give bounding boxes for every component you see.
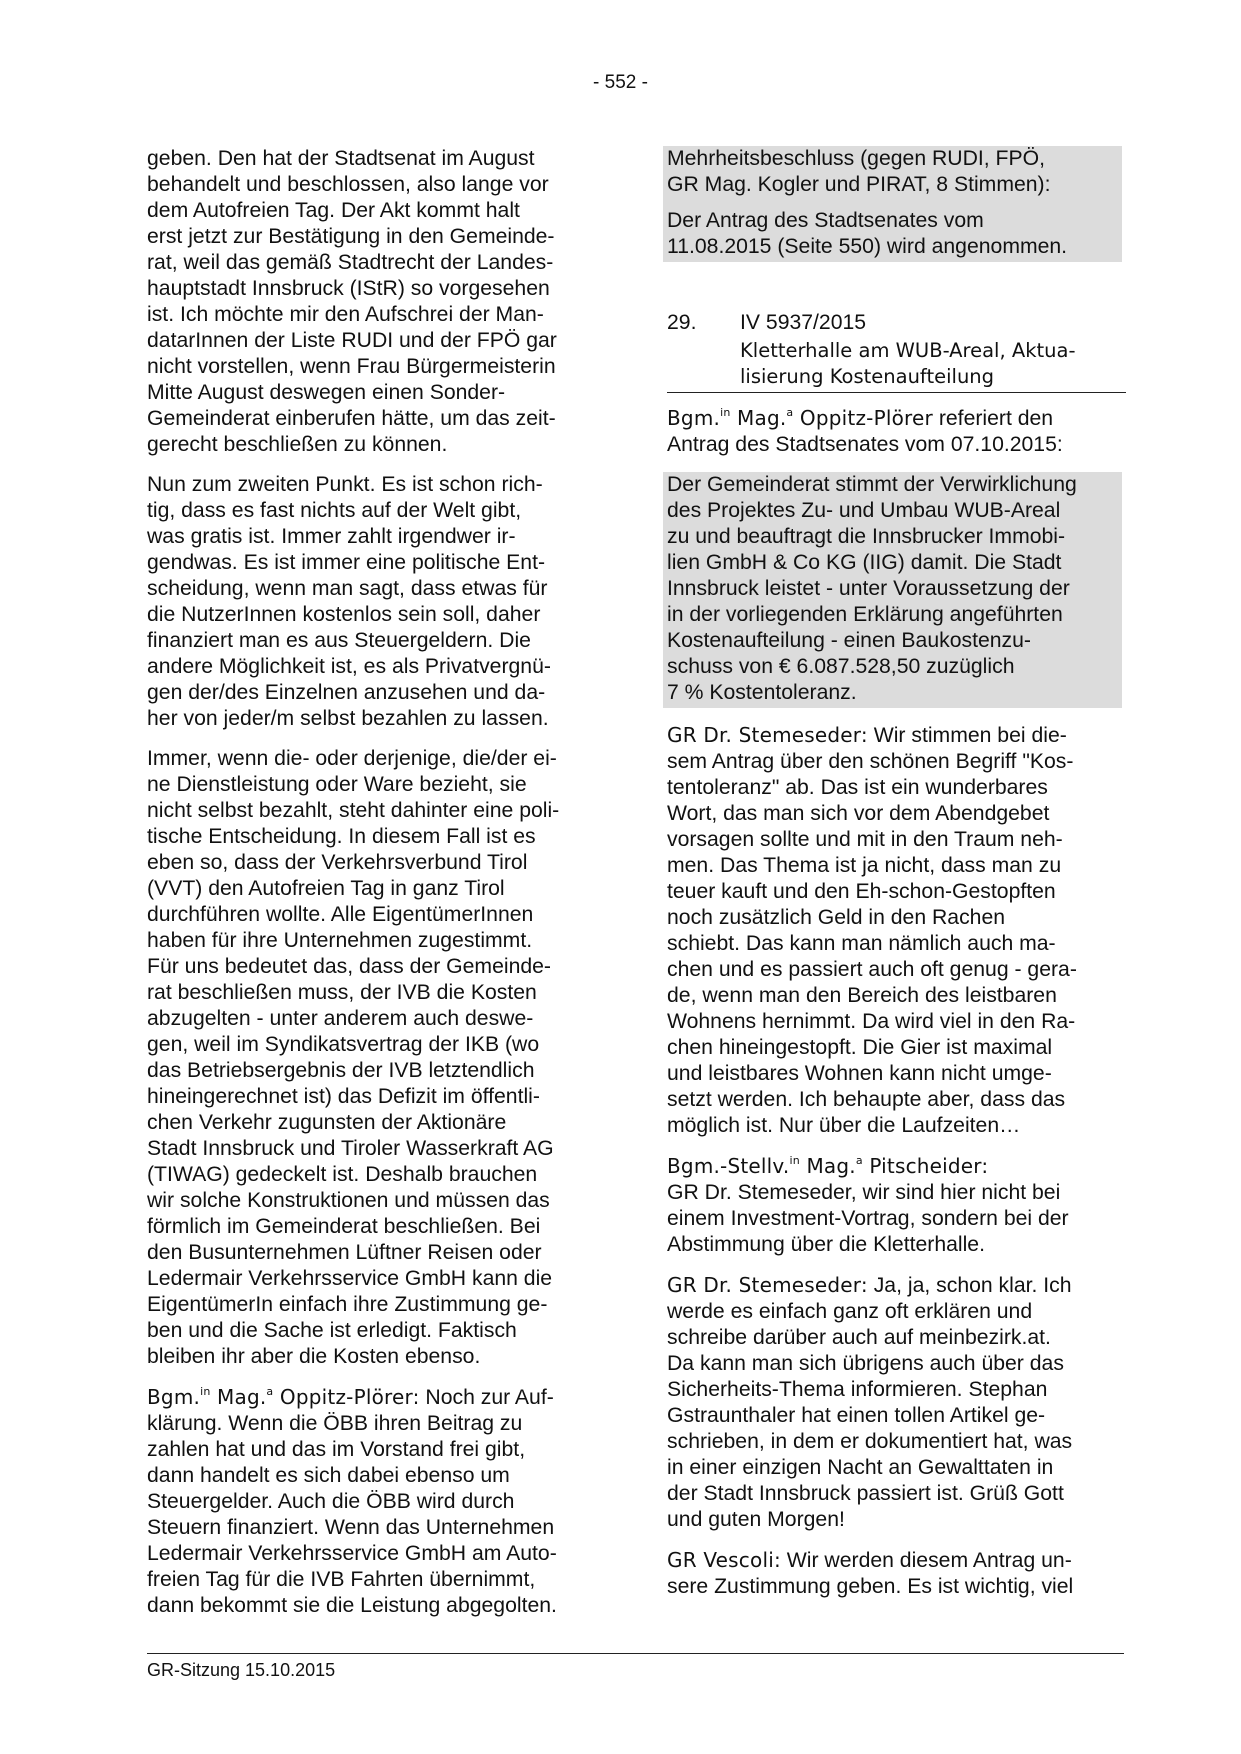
text-line: GR Dr. Stemeseder, wir sind hier nicht bei bbox=[667, 1181, 1061, 1204]
text-line: Kostenaufteilung - einen Baukostenzu- bbox=[667, 629, 1031, 652]
text-line: die NutzerInnen kostenlos sein soll, daher bbox=[147, 603, 541, 626]
agenda-item bbox=[667, 310, 1122, 393]
text-line: Abstimmung über die Kletterhalle. bbox=[667, 1233, 985, 1256]
text-line: GR Mag. Kogler und PIRAT, 8 Stimmen): bbox=[667, 173, 1051, 196]
text-line: GR Vescoli: Wir werden diesem Antrag un- bbox=[667, 1548, 1072, 1572]
text-line: ne Dienstleistung oder Ware bezieht, sie bbox=[147, 773, 527, 796]
text-line: rat, weil das gemäß Stadtrecht der Landes- bbox=[147, 251, 554, 274]
speaker-paragraph bbox=[667, 722, 1122, 1139]
footer-divider bbox=[147, 1653, 1124, 1654]
text-line: 7 % Kostentoleranz. bbox=[667, 681, 857, 704]
text-line: in einer einzigen Nacht an Gewalttaten in bbox=[667, 1456, 1054, 1479]
text-line: möglich ist. Nur über die Laufzeiten… bbox=[667, 1114, 1021, 1137]
text-line: (TIWAG) gedeckelt ist. Deshalb brauchen bbox=[147, 1163, 538, 1186]
text-line: Gemeinderat einberufen hätte, um das zeit- bbox=[147, 407, 556, 430]
text-line: Steuergelder. Auch die ÖBB wird durch bbox=[147, 1490, 515, 1513]
text-line: (VVT) den Autofreien Tag in ganz Tirol bbox=[147, 877, 505, 900]
text-line: EigentümerIn einfach ihre Zustimmung ge- bbox=[147, 1293, 548, 1316]
text-line: haben für ihre Unternehmen zugestimmt. bbox=[147, 929, 533, 952]
text-line: hineingerechnet ist) das Defizit im öffentli- bbox=[147, 1085, 540, 1108]
text-line: zahlen hat und das im Vorstand frei gibt, bbox=[147, 1438, 526, 1461]
resolution-box bbox=[663, 146, 1122, 262]
text-line: setzt werden. Ich behaupte aber, dass das bbox=[667, 1088, 1066, 1111]
text-line: Der Gemeinderat stimmt der Verwirklichung bbox=[667, 473, 1077, 496]
text-line: werde es einfach ganz oft erklären und bbox=[667, 1300, 1033, 1323]
left-column bbox=[147, 146, 597, 1633]
paragraph bbox=[147, 146, 597, 458]
text-line: tentoleranz" ab. Das ist ein wunderbares bbox=[667, 776, 1048, 799]
text-line: vorsagen sollte und mit in den Traum neh- bbox=[667, 828, 1063, 851]
speaker-name: Bgm.$^{in}$ Mag.$^a$ Oppitz-Plörer: bbox=[147, 1385, 420, 1409]
text-line: des Projektes Zu- und Umbau WUB-Areal bbox=[667, 499, 1061, 522]
resolution-result bbox=[667, 208, 1118, 260]
text-line: Steuern finanziert. Wenn das Unternehmen bbox=[147, 1516, 555, 1539]
text-line: schreibe darüber auch auf meinbezirk.at. bbox=[667, 1326, 1051, 1349]
text-line: Wort, das man sich vor dem Abendgebet bbox=[667, 802, 1050, 825]
text-line: sem Antrag über den schönen Begriff "Kos- bbox=[667, 750, 1074, 773]
speaker-name: Bgm.-Stellv.$^{in}$ Mag.$^a$ Pitscheider: bbox=[667, 1154, 989, 1178]
text-line: GR Dr. Stemeseder: Ja, ja, schon klar. Ich bbox=[667, 1273, 1072, 1297]
text-line: was gratis ist. Immer zahlt irgendwer ir- bbox=[147, 525, 516, 548]
text-line: Innsbruck leistet - unter Voraussetzung der bbox=[667, 577, 1070, 600]
text-line: Nun zum zweiten Punkt. Es ist schon rich- bbox=[147, 473, 543, 496]
text-line: Da kann man sich übrigens auch über das bbox=[667, 1352, 1064, 1375]
text-line: datarInnen der Liste RUDI und der FPÖ gar bbox=[147, 329, 557, 352]
text-line: Der Antrag des Stadtsenates vom bbox=[667, 209, 984, 232]
text-line: finanziert man es aus Steuergeldern. Die bbox=[147, 629, 531, 652]
agenda-number: 29. bbox=[667, 311, 697, 334]
text-line: chen Verkehr zugunsten der Aktionäre bbox=[147, 1111, 507, 1134]
text-line: erst jetzt zur Bestätigung in den Gemeinde- bbox=[147, 225, 555, 248]
text-line: bleiben ihr aber die Kosten ebenso. bbox=[147, 1345, 481, 1368]
text-line: dem Autofreien Tag. Der Akt kommt halt bbox=[147, 199, 520, 222]
text-line: Bgm.$^{in}$ Mag.$^a$ Oppitz-Plörer: Noch zur Auf- bbox=[147, 1385, 554, 1409]
text-line bbox=[667, 1153, 1122, 1180]
resolution-vote bbox=[667, 146, 1118, 198]
text-line: Gstraunthaler hat einen tollen Artikel ge- bbox=[667, 1404, 1046, 1427]
text-line: förmlich im Gemeinderat beschließen. Bei bbox=[147, 1215, 541, 1238]
text-line: sere Zustimmung geben. Es ist wichtig, viel bbox=[667, 1575, 1074, 1598]
text-line: durchführen wollte. Alle EigentümerInnen bbox=[147, 903, 534, 926]
text-line: scheidung, wenn man sagt, dass etwas für bbox=[147, 577, 548, 600]
text-line: Ledermair Verkehrsservice GmbH kann die bbox=[147, 1267, 553, 1290]
text-line: rat beschließen muss, der IVB die Kosten bbox=[147, 981, 537, 1004]
text-line: der Stadt Innsbruck passiert ist. Grüß Gott bbox=[667, 1482, 1064, 1505]
text-line: geben. Den hat der Stadtsenat im August bbox=[147, 147, 535, 170]
text-line: wir solche Konstruktionen und müssen das bbox=[147, 1189, 550, 1212]
text-line: behandelt und beschlossen, also lange vor bbox=[147, 173, 549, 196]
text-line: 11.08.2015 (Seite 550) wird angenommen. bbox=[667, 235, 1068, 258]
text-line: lisierung Kostenaufteilung bbox=[740, 365, 995, 388]
text-line: schrieben, in dem er dokumentiert hat, was bbox=[667, 1430, 1073, 1453]
speaker-name: GR Vescoli: bbox=[667, 1548, 781, 1572]
text-line: und leistbares Wohnen kann nicht umge- bbox=[667, 1062, 1052, 1085]
text-line: men. Das Thema ist ja nicht, dass man zu bbox=[667, 854, 1062, 877]
paragraph bbox=[147, 472, 597, 732]
text-line: nicht selbst bezahlt, steht dahinter eine poli- bbox=[147, 799, 560, 822]
text-line: lien GmbH & Co KG (IIG) damit. Die Stadt bbox=[667, 551, 1062, 574]
text-line: Wohnens hernimmt. Da wird viel in den Ra- bbox=[667, 1010, 1076, 1033]
text-line: Immer, wenn die- oder derjenige, die/der ei- bbox=[147, 747, 557, 770]
speaker-paragraph bbox=[667, 1547, 1122, 1600]
text-line: Bgm.$^{in}$ Mag.$^a$ Oppitz-Plörer referiert den bbox=[667, 406, 1054, 430]
text-line: chen und es passiert auch oft genug - gera- bbox=[667, 958, 1077, 981]
text-line: Stadt Innsbruck und Tiroler Wasserkraft AG bbox=[147, 1137, 554, 1160]
text-line: und guten Morgen! bbox=[667, 1508, 845, 1531]
text-line: nicht vorstellen, wenn Frau Bürgermeisterin bbox=[147, 355, 556, 378]
right-column bbox=[667, 146, 1122, 1614]
speaker-name: GR Dr. Stemeseder: bbox=[667, 1273, 868, 1297]
text-line: den Busunternehmen Lüftner Reisen oder bbox=[147, 1241, 542, 1264]
paragraph bbox=[147, 746, 597, 1370]
text-line: ist. Ich möchte mir den Aufschrei der Man- bbox=[147, 303, 544, 326]
text-line: Mehrheitsbeschluss (gegen RUDI, FPÖ, bbox=[667, 147, 1045, 170]
text-line: chen hineingestopft. Die Gier ist maximal bbox=[667, 1036, 1053, 1059]
agenda-title bbox=[667, 338, 1126, 393]
text-line: Kletterhalle am WUB-Areal, Aktua- bbox=[740, 339, 1076, 362]
text-line: teuer kauft und den Eh-schon-Gestopften bbox=[667, 880, 1056, 903]
text-line: Ledermair Verkehrsservice GmbH am Auto- bbox=[147, 1542, 557, 1565]
text-line: Mitte August deswegen einen Sonder- bbox=[147, 381, 506, 404]
speaker-paragraph bbox=[147, 1384, 597, 1619]
text-line: dann bekommt sie die Leistung abgegolten. bbox=[147, 1594, 557, 1617]
text-line: zu und beauftragt die Innsbrucker Immobi- bbox=[667, 525, 1066, 548]
text-line: andere Möglichkeit ist, es als Privatvergnü- bbox=[147, 655, 551, 678]
page-number: - 552 - bbox=[593, 72, 648, 93]
motion-box bbox=[663, 472, 1122, 708]
text-line: noch zusätzlich Geld in den Rachen bbox=[667, 906, 1006, 929]
text-line: schiebt. Das kann man nämlich auch ma- bbox=[667, 932, 1056, 955]
text-line: Antrag des Stadtsenates vom 07.10.2015: bbox=[667, 433, 1063, 456]
text-line: de, wenn man den Bereich des leistbaren bbox=[667, 984, 1057, 1007]
text-line: Für uns bedeutet das, dass der Gemeinde- bbox=[147, 955, 551, 978]
text-line: einem Investment-Vortrag, sondern bei der bbox=[667, 1207, 1069, 1230]
speaker-paragraph bbox=[667, 405, 1122, 458]
text-line: klärung. Wenn die ÖBB ihren Beitrag zu bbox=[147, 1412, 523, 1435]
text-line: freien Tag für die IVB Fahrten übernimmt, bbox=[147, 1568, 536, 1591]
text-line: gen, weil im Syndikatsvertrag der IKB (wo bbox=[147, 1033, 540, 1056]
text-line: gerecht beschließen zu können. bbox=[147, 433, 448, 456]
text-line: gendwas. Es ist immer eine politische Ent- bbox=[147, 551, 546, 574]
text-line: hauptstadt Innsbruck (IStR) so vorgesehen bbox=[147, 277, 550, 300]
text-line: ben und die Sache ist erledigt. Faktisch bbox=[147, 1319, 517, 1342]
text-line: GR Dr. Stemeseder: Wir stimmen bei die- bbox=[667, 723, 1067, 747]
text-line: schuss von € 6.087.528,50 zuzüglich bbox=[667, 655, 1015, 678]
speaker-name: Bgm.$^{in}$ Mag.$^a$ Oppitz-Plörer bbox=[667, 406, 933, 430]
text-line: gen der/des Einzelnen anzusehen und da- bbox=[147, 681, 546, 704]
speaker-paragraph bbox=[667, 1272, 1122, 1533]
text-line: her von jeder/m selbst bezahlen zu lassen. bbox=[147, 707, 549, 730]
speaker-paragraph bbox=[667, 1153, 1122, 1258]
agenda-reference: IV 5937/2015 bbox=[740, 311, 867, 334]
text-line: in der vorliegenden Erklärung angeführten bbox=[667, 603, 1063, 626]
text-line: abzugelten - unter anderem auch deswe- bbox=[147, 1007, 534, 1030]
text-line: das Betriebsergebnis der IVB letztendlich bbox=[147, 1059, 535, 1082]
text-line: tig, dass es fast nichts auf der Welt gibt, bbox=[147, 499, 522, 522]
text-line: dann handelt es sich dabei ebenso um bbox=[147, 1464, 510, 1487]
speaker-name: GR Dr. Stemeseder: bbox=[667, 723, 868, 747]
text-line: tische Entscheidung. In diesem Fall ist es bbox=[147, 825, 536, 848]
text-line: eben so, dass der Verkehrsverbund Tirol bbox=[147, 851, 528, 874]
text-line: Sicherheits-Thema informieren. Stephan bbox=[667, 1378, 1048, 1401]
footer-session-date: GR-Sitzung 15.10.2015 bbox=[147, 1660, 336, 1680]
